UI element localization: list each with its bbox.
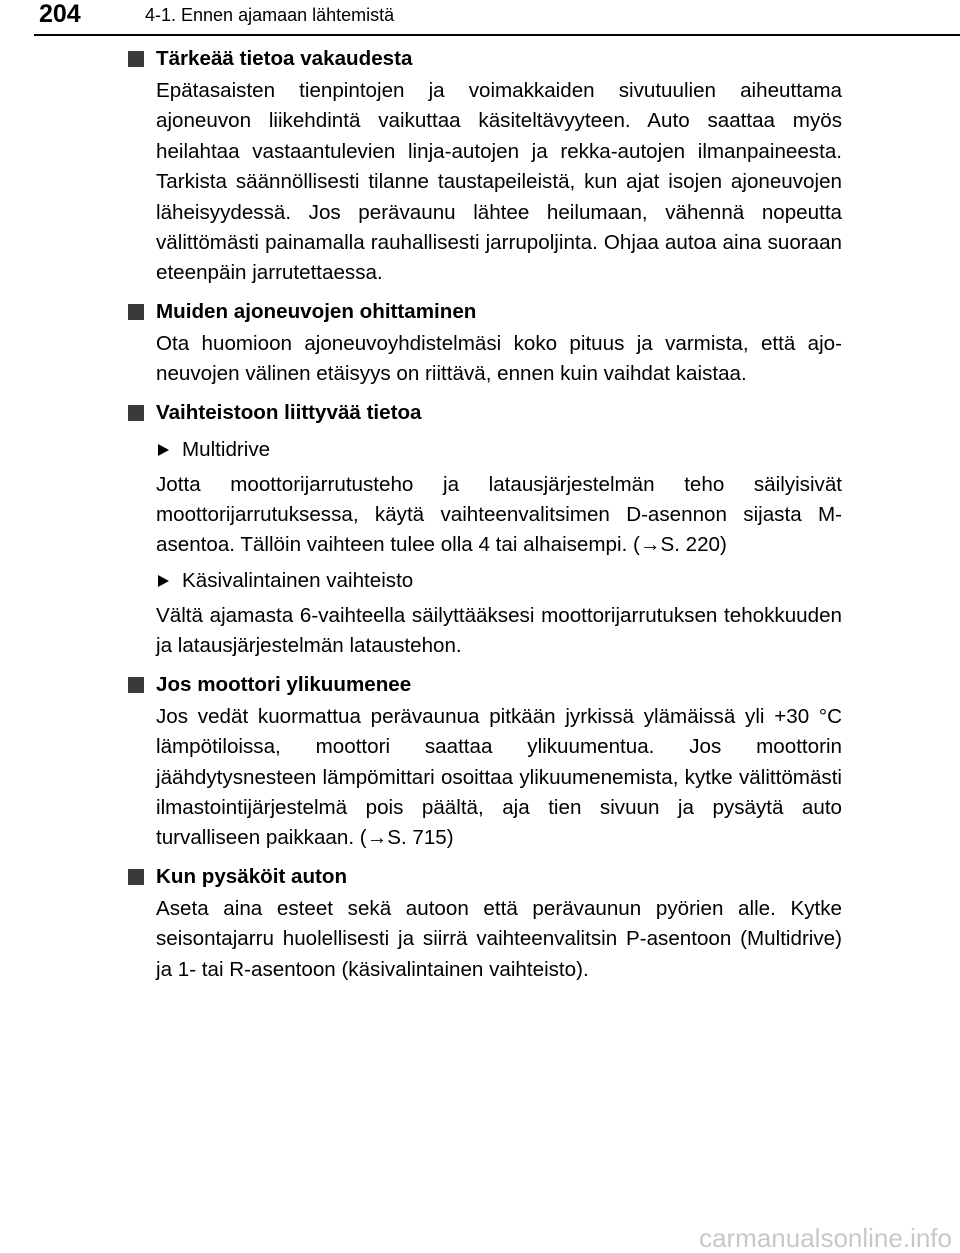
section-paragraph: Jos vedät kuormattua perävaunua pitkään jyrkissä ylämäissä yli +30 °C lämpötiloissa, moottori saattaa ylikuumentua. Jos moottorin jäähdytysnesteen lämpömittari osoittaa ylikuumenemista, kytke välittömästi ilmastointijärjestelmä pois päältä, aja tien sivuun ja pysäytä auto turvalliseen paikkaan. (→S. 715) [156,704,842,850]
page-number: 204 [39,0,81,28]
heading-text: Tärkeää tietoa vakaudesta [156,47,413,70]
section-overheating [128,668,842,854]
square-bullet-icon [128,869,144,885]
section-overtaking [128,295,842,390]
heading-text: Jos moottori ylikuumenee [156,672,412,696]
section-paragraph: Ota huomioon ajoneuvoyhdistelmäsi koko pituus ja varmista, että ajoneuvojen välinen etäisyys on riittävä, ennen kuin vaihdat kaistaa. [156,331,842,386]
sub-heading-multidrive [158,434,842,466]
sub-heading-manual [158,565,842,597]
section-stability [128,42,842,289]
heading-text: Kun pysäköit auton [156,864,348,888]
sub-heading-text: Käsivalintainen vaihteisto [182,568,414,592]
heading-text: Vaihteistoon liittyvää tietoa [156,400,422,424]
sub-heading-text: Multidrive [182,437,271,461]
triangle-bullet-icon [158,444,169,456]
heading-text: Muiden ajoneuvojen ohittaminen [156,299,477,323]
square-bullet-icon [128,304,144,320]
section-paragraph: Jotta moottorijarrutusteho ja latausjärjestelmän teho säilyisivät moottorijarrutuksessa, käytä vaihteenvalitsimen D-asennon sijasta M-asentoa. Tällöin vaihteen tulee olla 4 tai alhaisempi. (→S. 220) [156,472,842,557]
square-bullet-icon [128,677,144,693]
header-rule [34,34,960,36]
section-paragraph: Epätasaisten tienpintojen ja voimakkaiden sivutuulien aiheuttama ajoneuvon liikehdintä vaikuttaa käsiteltävyyteen. Auto saattaa myös heilahtaa vastaantulevien linja-autojen ja rekka-autojen ilmanpaineesta. Tarkista säännöllisesti tilanne taustapeileistä, kun ajat isojen ajoneuvojen läheisyydessä. Jos perävaunu lähtee heilumaan, vähennä nopeutta välittömästi painamalla rauhallisesti jarrupoljinta. Ohjaa autoa aina suoraan eteenpäin jarrutettaessa. [156,79,842,285]
section-heading [128,668,842,702]
section-paragraph: Aseta aina esteet sekä autoon että perävaunun pyörien alle. Kytke seisontajarru huolellisesti ja siirrä vaihteenvalitsin P-asentoon (Multidrive) ja 1- tai R-asentoon (käsivalintainen vaihteisto). [156,896,842,981]
triangle-bullet-icon [158,575,169,587]
section-transmission [128,396,842,662]
page-content [128,42,842,991]
watermark: carmanualsonline.info [699,1223,952,1253]
section-heading [128,396,842,430]
section-heading [128,295,842,329]
square-bullet-icon [128,51,144,67]
section-heading [128,860,842,894]
section-heading [128,42,842,76]
chapter-title: 4-1. Ennen ajamaan lähtemistä [145,5,395,25]
page-header [0,0,960,40]
section-parking [128,860,842,985]
section-paragraph: Vältä ajamasta 6-vaihteella säilyttääksesi moottorijarrutuksen tehokkuuden ja latausjärjestelmän lataustehon. [156,603,842,658]
square-bullet-icon [128,405,144,421]
